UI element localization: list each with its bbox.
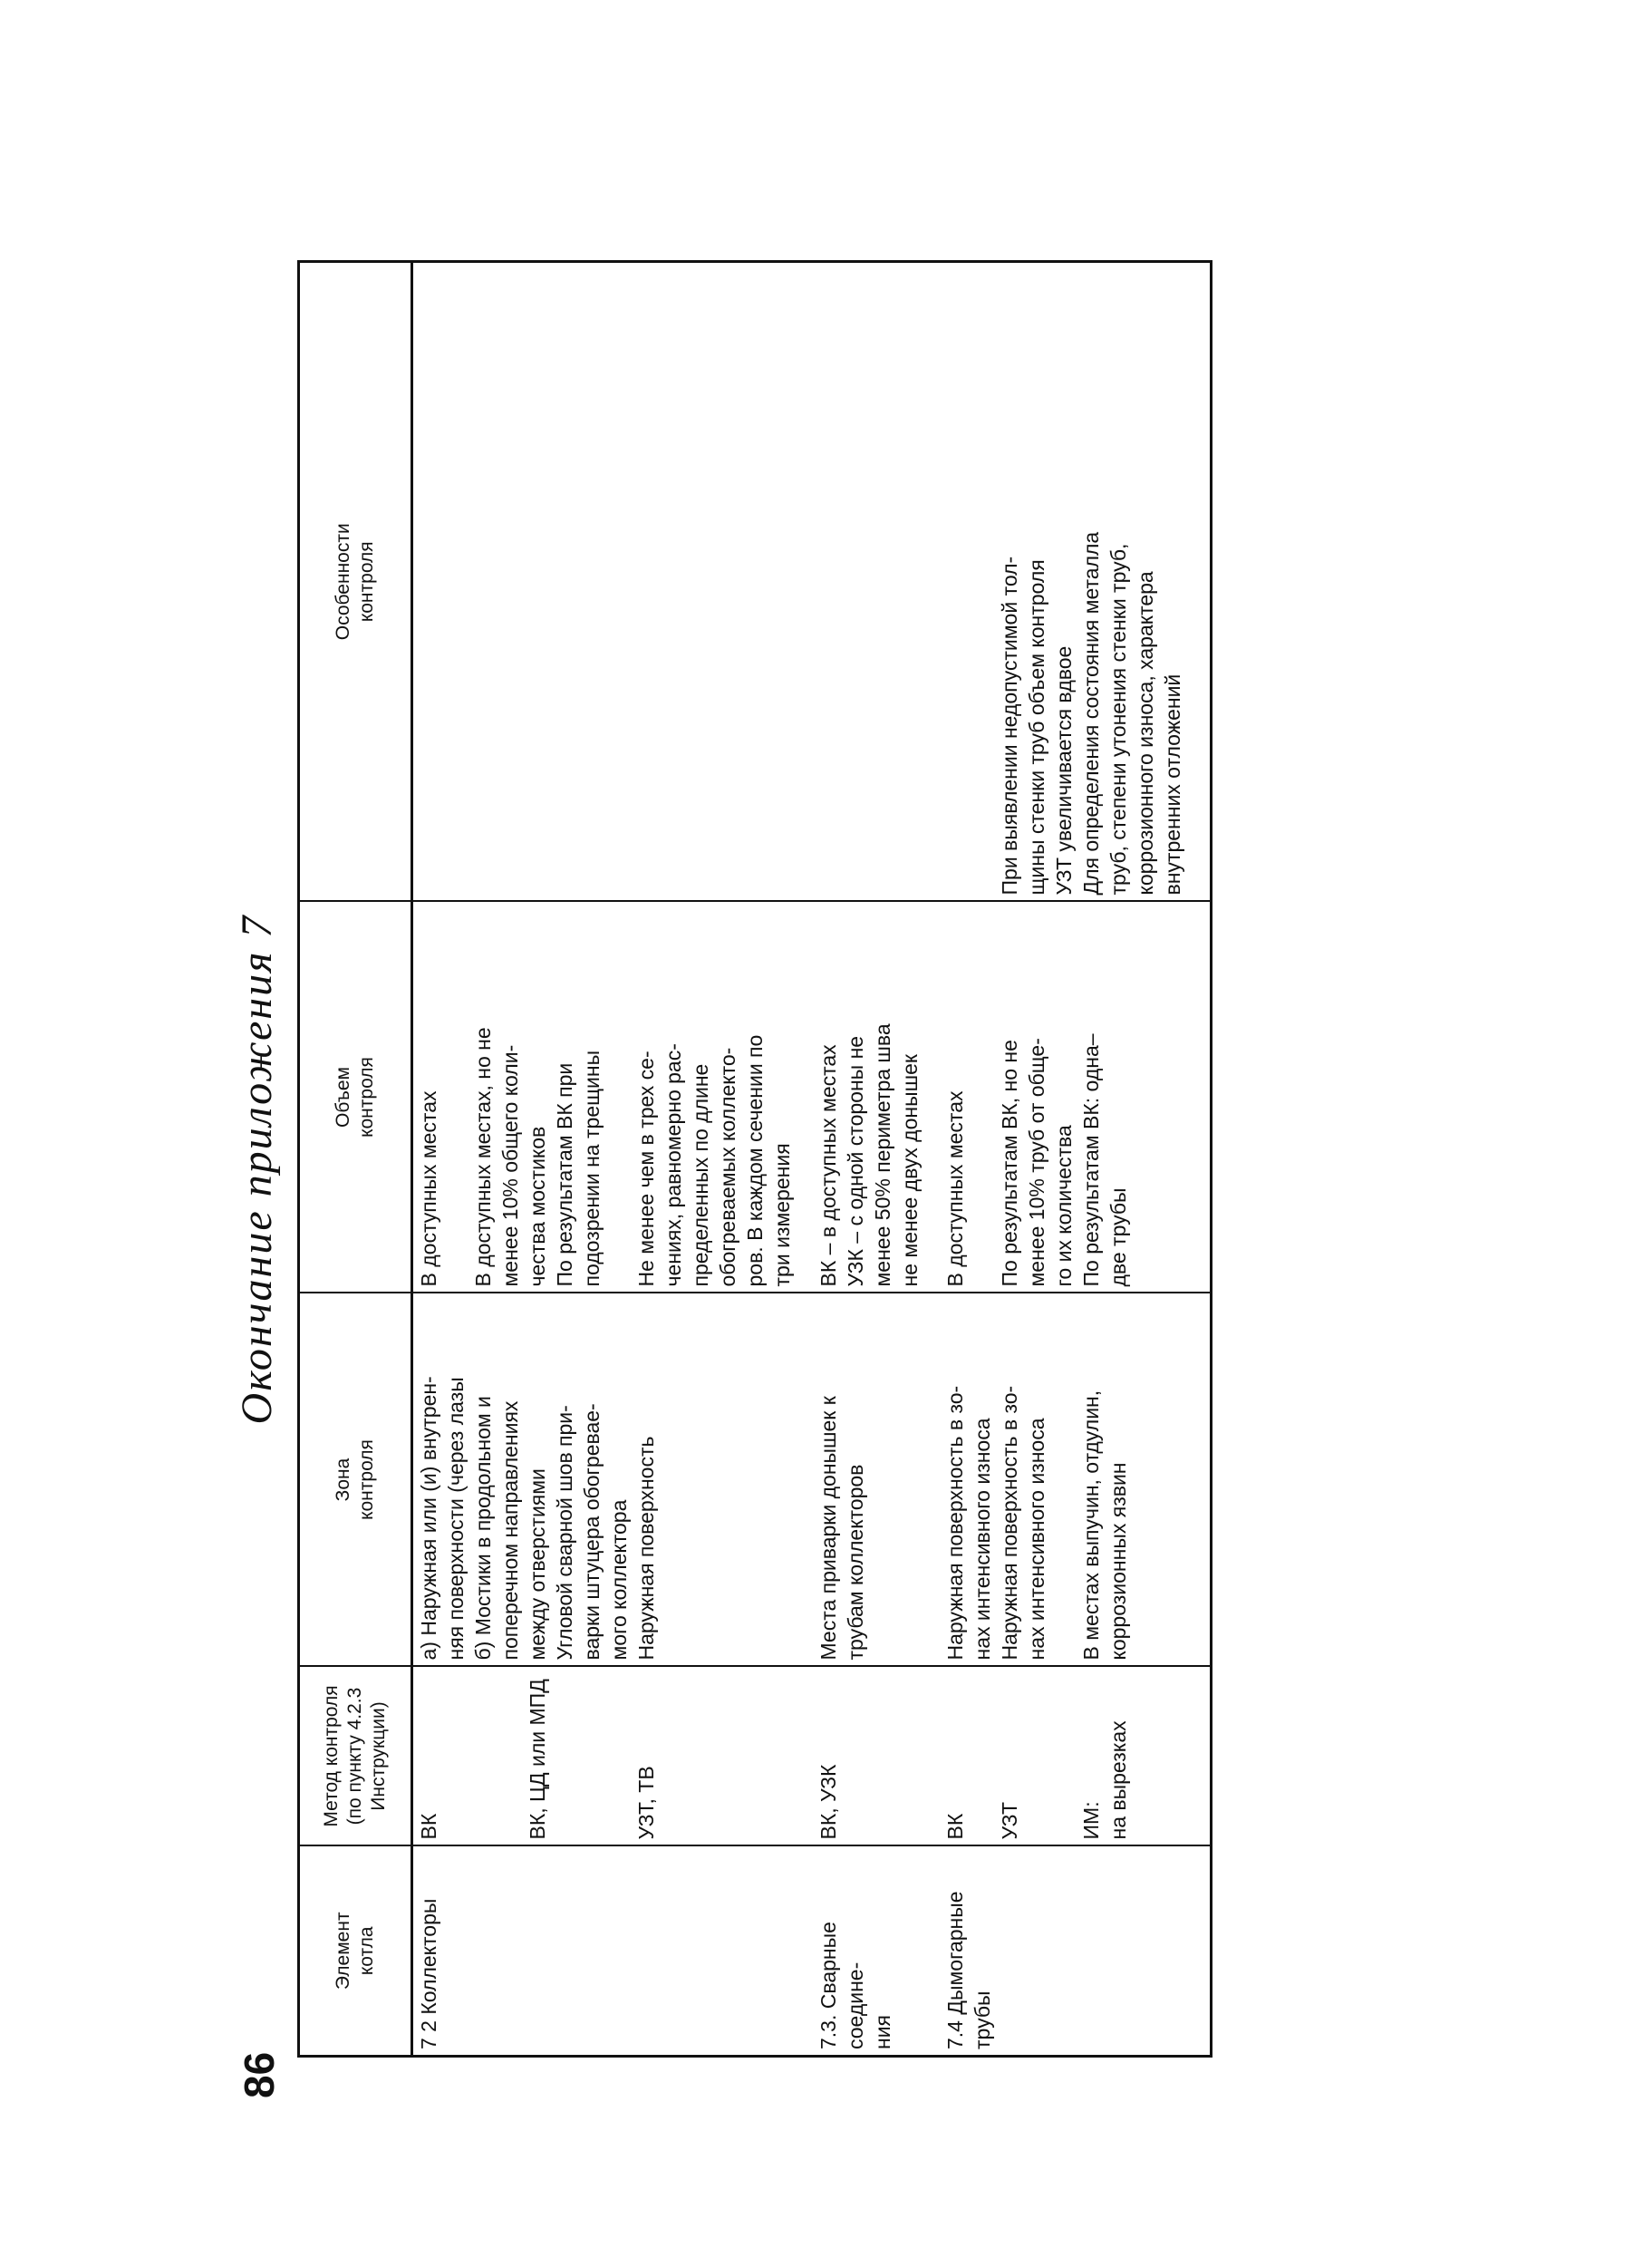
page-number: 86 [236, 2051, 283, 2098]
cell-element: 7.3. Сварные соедине- ния [813, 1846, 940, 2057]
cell-features: При выявлении недопустимой тол- щины стенки труб объем контроля УЗТ увеличивается вдвое Для определения состояния металла труб, степени утонения стенки труб, коррозионного износа, характера внутренних отложений [940, 262, 1212, 902]
cell-method: ВК УЗТ ИМ: на вырезках [940, 1667, 1212, 1846]
header-volume: Объем контроля [299, 902, 412, 1293]
header-element: Элемент котла [299, 1846, 412, 2057]
cell-features [412, 262, 813, 902]
table-row [813, 262, 940, 2057]
table-body [412, 262, 1212, 2057]
cell-zone: а) Наружная или (и) внутрен- няя поверхности (через лазы б) Мостики в продольном и поперечном направлениях между отверстиями Угловой сварной шов при- варки штуцера обогревае- мого коллектора Наружная поверхность [412, 1293, 813, 1667]
header-zone: Зона контроля [299, 1293, 412, 1667]
appendix-title: Окончание приложения 7 [233, 914, 281, 1425]
cell-volume: ВК – в доступных местах УЗК – с одной стороны не менее 50% периметра шва не менее двух донышек [813, 902, 940, 1293]
header-features: Особенности контроля [299, 262, 412, 902]
header-method: Метод контроля (по пункту 4.2.3 Инструкции) [299, 1667, 412, 1846]
cell-element: 7 2 Коллекторы [412, 1846, 813, 2057]
table-row [412, 262, 813, 2057]
inspection-table [297, 260, 1212, 2058]
cell-zone: Места приварки донышек к трубам коллекторов [813, 1293, 940, 1667]
cell-method: ВК, УЗК [813, 1667, 940, 1846]
table-header-row [299, 262, 412, 2057]
table-row [940, 262, 1212, 2057]
cell-method: ВК ВК, ЦД или МПД УЗТ, ТВ [412, 1667, 813, 1846]
cell-features [813, 262, 940, 902]
rotated-content [227, 263, 1423, 2076]
cell-element: 7.4 Дымогарные трубы [940, 1846, 1212, 2057]
cell-volume: В доступных местах В доступных местах, но не менее 10% общего коли- чества мостиков По результатам ВК при подозрении на трещины Не менее чем в трех се- чениях, равномерно рас- пределенных по длине обогреваемых коллекто- ров. В каждом сечении по три измерения [412, 902, 813, 1293]
cell-zone: Наружная поверхность в зо- нах интенсивного износа Наружная поверхность в зо- нах интенсивного износа В местах выпучин, отдулин, коррозионных язвин [940, 1293, 1212, 1667]
cell-volume: В доступных местах По результатам ВК, но не менее 10% труб от обще- го их количества По результатам ВК: одна– две трубы [940, 902, 1212, 1293]
